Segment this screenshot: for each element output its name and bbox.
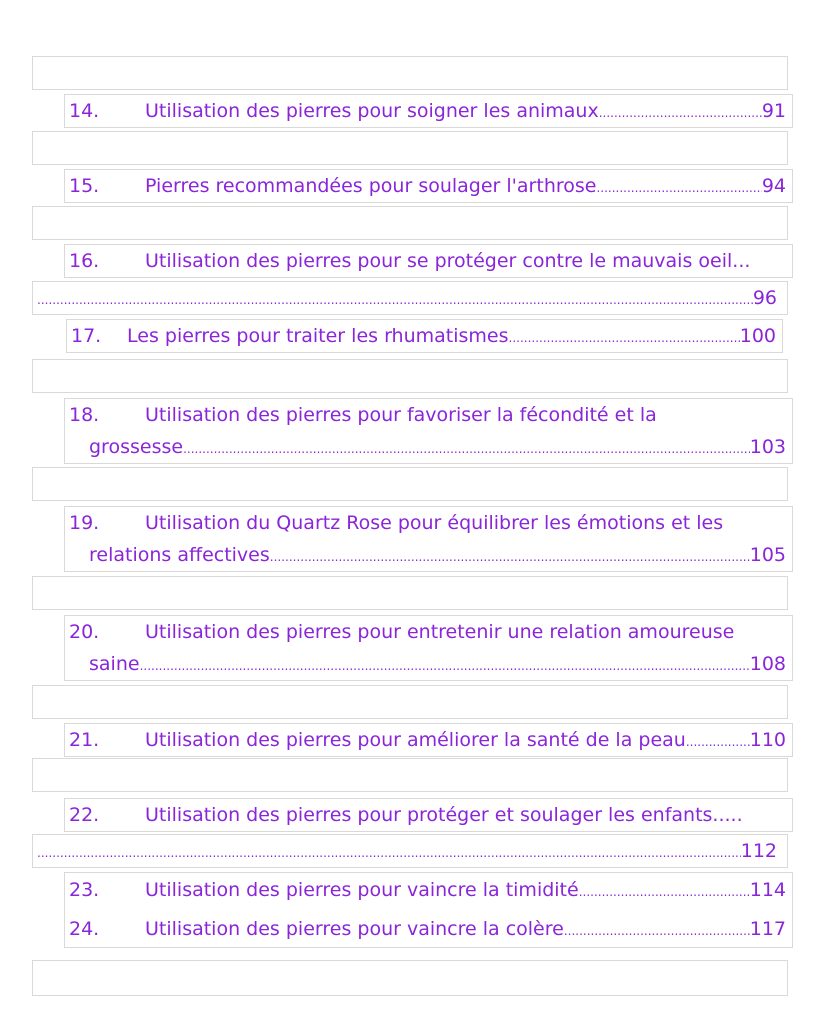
empty-frame bbox=[32, 56, 788, 90]
toc-number: 14. bbox=[69, 100, 100, 122]
toc-title: Utilisation des pierres pour favoriser la fécondité et la bbox=[145, 404, 657, 426]
toc-number: 24. bbox=[69, 918, 100, 940]
dot-leader bbox=[270, 539, 750, 571]
toc-number: 20. bbox=[69, 621, 100, 643]
dot-leader bbox=[37, 282, 753, 312]
empty-frame bbox=[32, 576, 788, 610]
toc-entry-16-continuation[interactable] bbox=[32, 281, 788, 315]
toc-number: 15. bbox=[69, 175, 100, 197]
empty-frame bbox=[32, 685, 788, 719]
toc-page: 100 bbox=[739, 325, 776, 347]
toc-title: Utilisation des pierres pour vaincre la timidité bbox=[145, 879, 579, 901]
toc-page: 110 bbox=[749, 729, 786, 751]
toc-entry-22[interactable] bbox=[64, 798, 793, 832]
toc-number: 16. bbox=[69, 250, 100, 272]
dot-leader bbox=[37, 835, 741, 865]
empty-frame bbox=[32, 960, 788, 996]
toc-title: Utilisation des pierres pour vaincre la colère bbox=[145, 918, 564, 940]
toc-title: Pierres recommandées pour soulager l'arthrose bbox=[145, 175, 597, 197]
toc-page: 108 bbox=[749, 653, 786, 675]
dot-leader bbox=[579, 873, 750, 909]
toc-page: 114 bbox=[749, 879, 786, 901]
toc-entry-24[interactable] bbox=[65, 909, 792, 947]
toc-entry-23[interactable] bbox=[65, 873, 792, 909]
toc-entry-15[interactable] bbox=[64, 169, 793, 203]
empty-frame bbox=[32, 758, 788, 792]
toc-page: 94 bbox=[761, 175, 786, 197]
toc-number: 17. bbox=[71, 325, 102, 347]
toc-title: Utilisation des pierres pour se protéger contre le mauvais oeil... bbox=[145, 250, 751, 272]
dot-leader bbox=[564, 909, 750, 947]
toc-page: 103 bbox=[749, 436, 786, 458]
empty-frame bbox=[32, 359, 788, 393]
toc-page: 117 bbox=[749, 918, 786, 940]
dot-leader bbox=[509, 320, 740, 352]
empty-frame bbox=[32, 206, 788, 240]
toc-number: 19. bbox=[69, 512, 100, 534]
toc-number: 21. bbox=[69, 729, 100, 751]
toc-entry-18[interactable] bbox=[64, 398, 793, 464]
toc-page: 96 bbox=[752, 287, 777, 309]
toc-entry-22-continuation[interactable] bbox=[32, 834, 788, 868]
dot-leader bbox=[599, 95, 762, 127]
toc-page: 112 bbox=[740, 840, 777, 862]
toc-title-continued: grossesse bbox=[89, 436, 184, 458]
toc-entry-16[interactable] bbox=[64, 244, 793, 278]
toc-title-continued: saine bbox=[89, 653, 140, 675]
empty-frame bbox=[32, 467, 788, 501]
toc-title-continued: relations affectives bbox=[89, 544, 270, 566]
toc-title: Utilisation des pierres pour protéger et soulager les enfants..... bbox=[145, 804, 743, 826]
toc-number: 18. bbox=[69, 404, 100, 426]
toc-title: Utilisation des pierres pour améliorer la santé de la peau bbox=[145, 729, 686, 751]
toc-number: 22. bbox=[69, 804, 100, 826]
dot-leader bbox=[183, 431, 750, 463]
toc-entry-14[interactable] bbox=[64, 94, 793, 128]
dot-leader bbox=[686, 724, 750, 756]
toc-entry-21[interactable] bbox=[64, 723, 793, 757]
toc-entry-20[interactable] bbox=[64, 615, 793, 681]
empty-frame bbox=[32, 131, 788, 165]
toc-title: Utilisation du Quartz Rose pour équilibrer les émotions et les bbox=[145, 512, 724, 534]
toc-number: 23. bbox=[69, 879, 100, 901]
toc-page: 105 bbox=[749, 544, 786, 566]
toc-title: Utilisation des pierres pour entretenir une relation amoureuse bbox=[145, 621, 735, 643]
toc-entries-23-24 bbox=[64, 872, 793, 948]
toc-entry-17[interactable] bbox=[66, 319, 783, 353]
toc-title: Utilisation des pierres pour soigner les animaux bbox=[145, 100, 599, 122]
dot-leader bbox=[596, 170, 761, 202]
toc-entry-19[interactable] bbox=[64, 506, 793, 572]
toc-page: 91 bbox=[761, 100, 786, 122]
toc-title: Les pierres pour traiter les rhumatismes bbox=[127, 325, 509, 347]
dot-leader bbox=[140, 648, 750, 680]
